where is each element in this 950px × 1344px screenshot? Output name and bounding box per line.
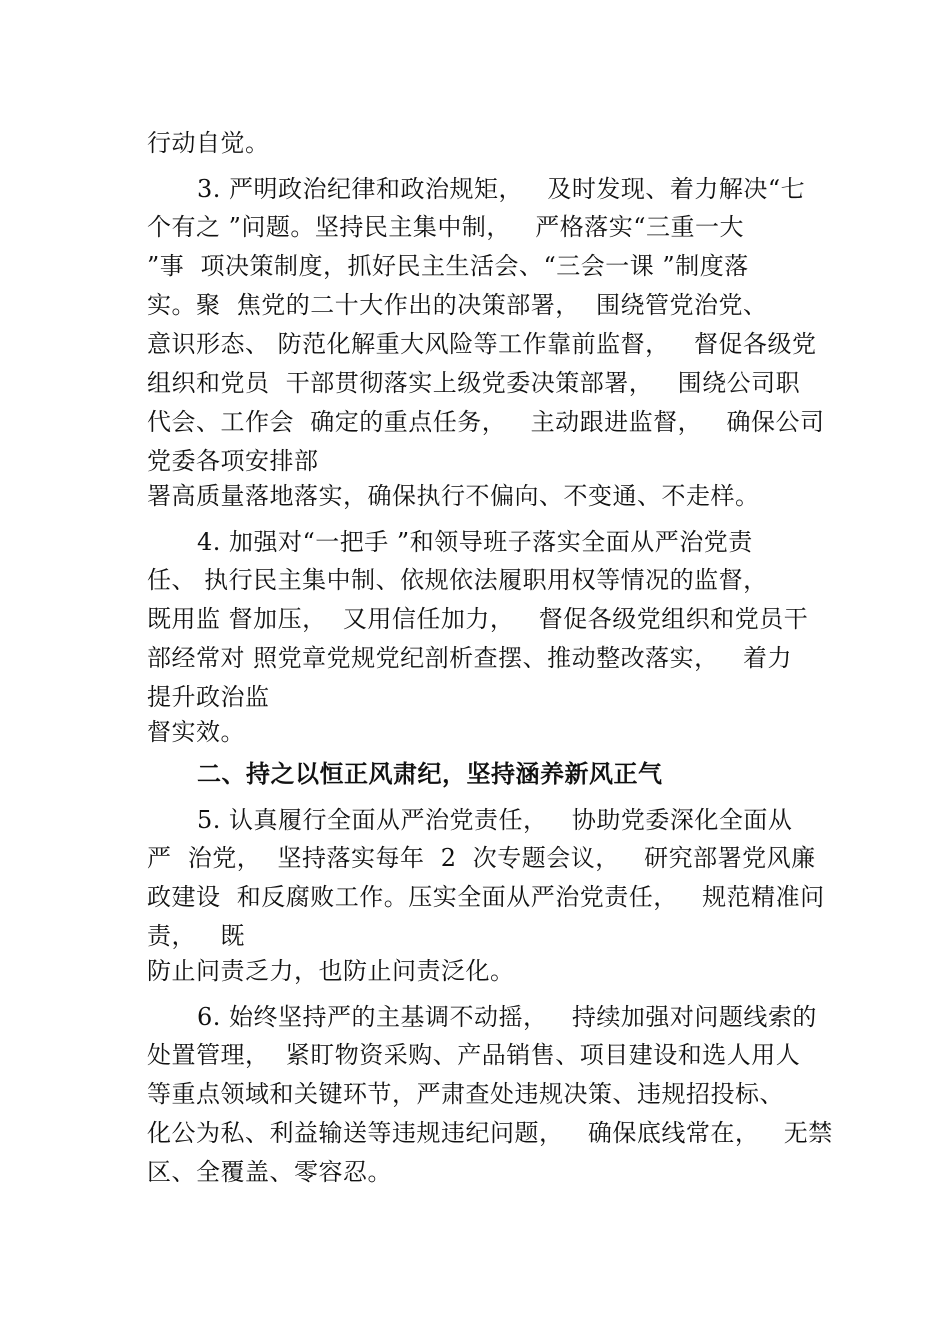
text-line: 严 治党， 坚持落实每年 2 次专题会议， 研究部署党风廉: [147, 844, 816, 872]
text-line: 区、全覆盖、零容忍。: [147, 1158, 392, 1186]
text-line: 署高质量落地落实，确保执行不偏向、不变通、不走样。: [147, 482, 760, 510]
paragraph-4-first-line: 4. 加强对“一把手 ”和领导班子落实全面从严治党责: [197, 528, 753, 556]
text-line: ”事 项决策制度，抓好民主生活会、“三会一课 ”制度落: [147, 252, 749, 280]
text-line: 代会、工作会 确定的重点任务， 主动跟进监督， 确保公司: [147, 408, 825, 436]
text-line: 任、 执行民主集中制、依规依法履职用权等情况的监督，: [147, 566, 768, 594]
text-line: 个有之 ”问题。坚持民主集中制， 严格落实“三重一大: [147, 213, 745, 241]
text-line: 化公为私、利益输送等违规违纪问题， 确保底线常在， 无禁: [147, 1119, 833, 1147]
text-line: 意识形态、 防范化解重大风险等工作靠前监督， 督促各级党: [147, 330, 817, 358]
text-line: 责， 既: [147, 922, 245, 950]
text-line: 既用监 督加压， 又用信任加力， 督促各级党组织和党员干: [147, 605, 809, 633]
text-line: 督实效。: [147, 718, 245, 746]
paragraph-5-first-line: 5. 认真履行全面从严治党责任， 协助党委深化全面从: [197, 806, 793, 834]
text-line: 处置管理， 紧盯物资采购、产品销售、项目建设和选人用人: [147, 1041, 801, 1069]
text-line: 实。聚 焦党的二十大作出的决策部署， 围绕管党治党、: [147, 291, 768, 319]
text-line: 防止问责乏力，也防止问责泛化。: [147, 957, 515, 985]
text-line: 等重点领域和关键环节，严肃查处违规决策、违规招投标、: [147, 1080, 784, 1108]
text-line: 部经常对 照党章党规党纪剖析查摆、推动整改落实， 着力: [147, 644, 793, 672]
text-line: 提升政治监: [147, 683, 270, 711]
paragraph-6-first-line: 6. 始终坚持严的主基调不动摇， 持续加强对问题线索的: [197, 1003, 817, 1031]
text-line: 政建设 和反腐败工作。压实全面从严治党责任， 规范精准问: [147, 883, 825, 911]
text-line: 党委各项安排部: [147, 447, 319, 475]
text-line: 行动自觉。: [147, 129, 270, 157]
section-heading: 二、持之以恒正风肃纪，坚持涵养新风正气: [197, 760, 663, 788]
text-line: 组织和党员 干部贯彻落实上级党委决策部署， 围绕公司职: [147, 369, 801, 397]
paragraph-3-first-line: 3. 严明政治纪律和政治规矩， 及时发现、着力解决“七: [197, 175, 806, 203]
